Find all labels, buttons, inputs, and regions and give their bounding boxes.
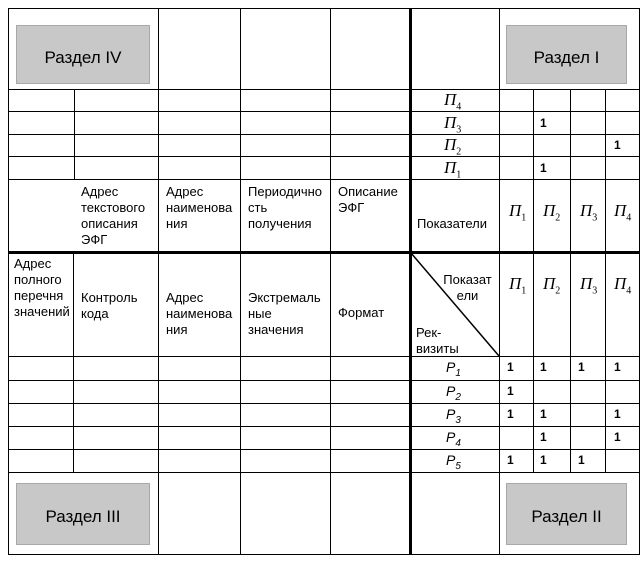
header-code-control: Контроль кода — [81, 290, 138, 321]
header-format: Формат — [338, 305, 385, 320]
header-name-address: Адрес наименова ния — [166, 184, 233, 231]
section-i-label: Раздел I — [533, 47, 600, 67]
matrix-mark: 1 — [578, 360, 585, 374]
indicator-col-header: $П_3$ — [580, 201, 598, 224]
matrix-mark: 1 — [614, 430, 621, 444]
indicator-row-label: $П_2$ — [444, 135, 462, 158]
section-ii-label: Раздел II — [531, 507, 602, 526]
section-iv-box — [16, 25, 150, 84]
requisite-row-label: $P_4$ — [446, 429, 461, 449]
header-name-address: Адрес наименова ния — [166, 290, 233, 337]
section-iii-box — [16, 483, 150, 545]
section-iv-label: Раздел IV — [44, 47, 122, 67]
requisite-row-label: $P_1$ — [446, 359, 461, 379]
indicator-row-label: $П_3$ — [444, 113, 462, 136]
section-iii-label: Раздел III — [45, 507, 121, 526]
requisite-row-label: $P_5$ — [446, 452, 461, 472]
matrix-mark: 1 — [540, 161, 547, 175]
requisite-row-label: $P_3$ — [446, 406, 461, 426]
matrix-mark: 1 — [540, 360, 547, 374]
matrix-mark: 1 — [540, 453, 547, 467]
header-indicators: Показатели — [417, 216, 487, 231]
indicator-col-header: $П_3$ — [580, 274, 598, 297]
header-text-description-address: Адрес текстового описания ЭФГ — [81, 184, 146, 247]
diagonal-header-requisites: Рек-визиты — [416, 325, 459, 356]
indicator-row-label: $П_1$ — [444, 158, 462, 181]
section-ii-box — [506, 483, 627, 545]
indicator-col-header: $П_4$ — [614, 274, 632, 297]
matrix-mark: 1 — [614, 138, 621, 152]
matrix-mark: 1 — [540, 407, 547, 421]
matrix-mark: 1 — [507, 360, 514, 374]
indicator-col-header: $П_1$ — [509, 274, 527, 297]
matrix-mark: 1 — [507, 407, 514, 421]
header-full-values-address: Адрес полного перечня значений — [14, 256, 70, 319]
section-i-box — [506, 25, 627, 84]
indicator-col-header: $П_4$ — [614, 201, 632, 224]
matrix-mark: 1 — [507, 453, 514, 467]
matrix-mark: 1 — [540, 116, 547, 130]
matrix-mark: 1 — [540, 430, 547, 444]
matrix-mark: 1 — [578, 453, 585, 467]
indicator-col-header: $П_1$ — [509, 201, 527, 224]
header-periodicity: Периодично сть получения — [248, 184, 323, 231]
matrix-mark: 1 — [507, 384, 514, 398]
requisite-row-label: $P_2$ — [446, 383, 461, 403]
diagonal-header-indicators: Показат ели — [443, 272, 492, 303]
indicator-col-header: $П_2$ — [543, 201, 561, 224]
matrix-mark: 1 — [614, 360, 621, 374]
matrix-mark: 1 — [614, 407, 621, 421]
indicator-col-header: $П_2$ — [543, 274, 561, 297]
indicator-row-label: $П_4$ — [444, 90, 462, 113]
header-efg-description: Описание ЭФГ — [338, 184, 398, 215]
header-extreme-values: Экстремаль ные значения — [248, 290, 321, 337]
